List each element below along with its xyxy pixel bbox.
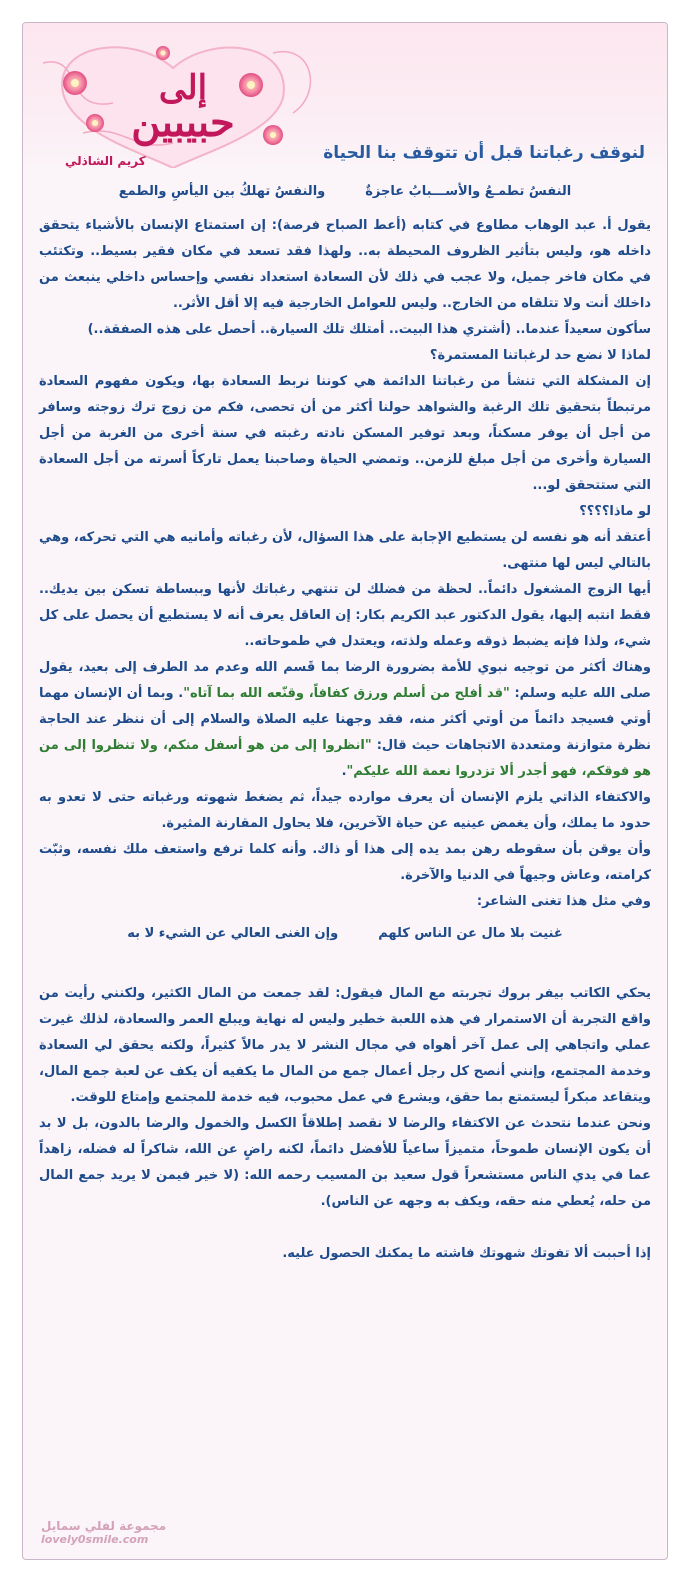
paragraph: يحكي الكاتب بيفر بروك تجربته مع المال فيقول: لقد جمعت من المال الكثير، ولكنني رأيت من واقع التجربة أن الاستمرار في هذه اللعبة خطير وليس له نهاية ويبلع العمر والسعادة، لذلك غيرت عملي واتجاهي إلى عمل آخر أهواه في مجال النشر لا يدر مالاً كثيراً، ولكنه يحقق لي السعادة وخدمة المجتمع، وإنني أنصح كل رجل أعمال جمع من المال ما يكفيه أن يكف عن لعبة جمع المال، ويتقاعد مبكراً ليستمتع بما حقق، ويشرع في عمل محبوب، فيه خدمة للمجتمع وإمتاع للوقت. [39, 986, 651, 1105]
paragraph: سأكون سعيداً عندما.. (أشتري هذا البيت.. أمتلك تلك السيارة.. أحصل على هذه الصفقة..) [87, 322, 651, 337]
paragraph: وأن يوقن بأن سقوطه رهن بمد يده إلى هذا أو ذاك. وأنه كلما ترفع واستعف ملك نفسه، وثبّت كرامته، وعاش وجيهاً في الدنيا والآخرة. [39, 842, 651, 883]
paragraph: أيها الزوج المشغول دائماً.. لحظة من فضلك لن تنتهي رغباتك لأنها وببساطة تسكن بين يديك.. فقط انتبه إليها، يقول الدكتور عبد الكريم بكار: إن العاقل يعرف أنه لا يستطيع أن يحصل على كل شيء، ولذا فإنه يضبط ذوقه وعمله ولذته، ويعتدل في طموحاته.. [39, 582, 651, 649]
hadith-quote: "قد أفلح من أسلم ورزق كفافاً، وقنّعه الله بما آتاه" [183, 686, 510, 701]
site-watermark [41, 1519, 166, 1547]
watermark-arabic: مجموعة لفلي سمايل [41, 1519, 167, 1533]
flower-icon [86, 114, 104, 132]
flower-icon [263, 125, 283, 145]
paragraph: لو ماذا؟؟؟؟ [579, 504, 651, 519]
poet-verse [39, 921, 651, 947]
paragraph: يقول أ. عبد الوهاب مطاوع في كتابه (أعط الصباح فرصة): إن استمتاع الإنسان بالأشياء يتحقق داخله هو، وليس بتأثير الظروف المحيطة به.. ولهذا فقد تسعد في مكان فقير بسيط.. وتكتئب في مكان فاخر جميل، ولا عجب في ذلك لأن السعادة استعداد نفسي وإحساس داخلي ينبعث من داخلك أنت ولا تتلقاه من الخارج.. وليس للعوامل الخارجية فيه إلا أقل الأثر.. [39, 218, 651, 311]
article-body [39, 173, 651, 1267]
paragraph: والاكتفاء الذاتي يلزم الإنسان أن يعرف موارده جيداً، ثم يضغط شهوته ورغباته حتى لا تعدو به حدود ما يملك، وأن يغمض عينيه عن حياة الآخرين، فلا يحاول المقارنة المثيرة. [39, 790, 651, 831]
verse-second-half: والنفسُ تهلكُ بين اليأسِ والطمع [118, 184, 326, 199]
flower-icon [63, 71, 87, 95]
verse-second-half: وإن الغنى العالي عن الشيء لا به [127, 926, 339, 941]
page-title: لنوقف رغباتنا قبل أن تتوقف بنا الحياة [323, 143, 645, 163]
logo-line-1: إلى [158, 68, 208, 108]
paragraph: لماذا لا نضع حد لرغباتنا المستمرة؟ [429, 348, 651, 363]
page-frame [22, 22, 668, 1560]
header-banner [23, 23, 667, 168]
paragraph: ونحن عندما نتحدث عن الاكتفاء والرضا لا نقصد إطلاقاً الكسل والخمول والرضا بالدون، بل لا بد أن يكون الإنسان طموحاً، متميزاً ساعياً للأفضل دائماً، لكنه راضٍ عن الله، شاكراً له فضله، زاهداً عما في يدي الناس مستشعراً قول سعيد بن المسيب رحمه الله: (لا خير فيمن لا يريد جمع المال من حله، يُعطي منه حقه، ويكف به وجهه عن الناس). [39, 1116, 651, 1209]
paragraph: وفي مثل هذا تغنى الشاعر: [476, 894, 651, 909]
paragraph: إن المشكلة التي تنشأ من رغباتنا الدائمة هي كوننا نربط السعادة بها، ويكون مفهوم السعادة مرتبطاً بتحقيق تلك الرغبة والشواهد حولنا أكثر من أن تحصى، فكم من زوج ترك زوجته وسافر من أجل أن يوفر مسكناً، وبعد توفير المسكن نادته رغبته في سنة أخرى من الغربة من أجل السيارة وأخرى من أجل مبلغ للزمن.. وتمضي الحياة وصاحبنا يعمل تاركاً أسرته من أجل السعادة التي ستتحقق لو... [39, 374, 651, 493]
logo-line-2: حبيبين [131, 99, 235, 146]
hadith-quote: "انظروا إلى من هو أسفل منكم، ولا تنظروا إلى من هو فوقكم، فهو أجدر ألا تزدروا نعمة الله عليكم" [39, 738, 651, 779]
author-name: كريم الشاذلي [65, 154, 146, 168]
flower-icon [156, 46, 170, 60]
paragraph: أعتقد أنه هو نفسه لن يستطيع الإجابة على هذا السؤال، لأن رغباته وأمانيه هي التي تحركه، وهي بالتالي ليس لها منتهى. [39, 530, 651, 571]
verse-first-half: غنيت بلا مال عن الناس كلهم [378, 926, 563, 941]
watermark-latin: lovely0smile.com [41, 1533, 149, 1546]
paragraph-with-hadith: وهناك أكثر من توجيه نبوي للأمة بضرورة الرضا بما قَسم الله وعدم مد الطرف إلى بعيد، يقول صلى الله عليه وسلم: "قد أفلح من أسلم ورزق كفافاً، وقنّعه الله بما آتاه". وبما أن الإنسان مهما أوتي فسيجد دائماً من أوتي أكثر منه، فقد وجهنا عليه الصلاة والسلام إلى أن ننظر عند الحاجة نظرة متوازنة ومتعددة الاتجاهات حيث قال: "انظروا إلى من هو أسفل منكم، ولا تنظروا إلى من هو فوقكم، فهو أجدر ألا تزدروا نعمة الله عليكم". [39, 660, 651, 779]
opening-verse [39, 179, 651, 205]
verse-first-half: النفسُ تطمـعُ والأســـبابُ عاجزةٌ [365, 184, 572, 199]
closing-line: إذا أحببت ألا تفوتك شهوتك فاشته ما يمكنك الحصول عليه. [282, 1246, 651, 1261]
logo-text [123, 68, 243, 146]
